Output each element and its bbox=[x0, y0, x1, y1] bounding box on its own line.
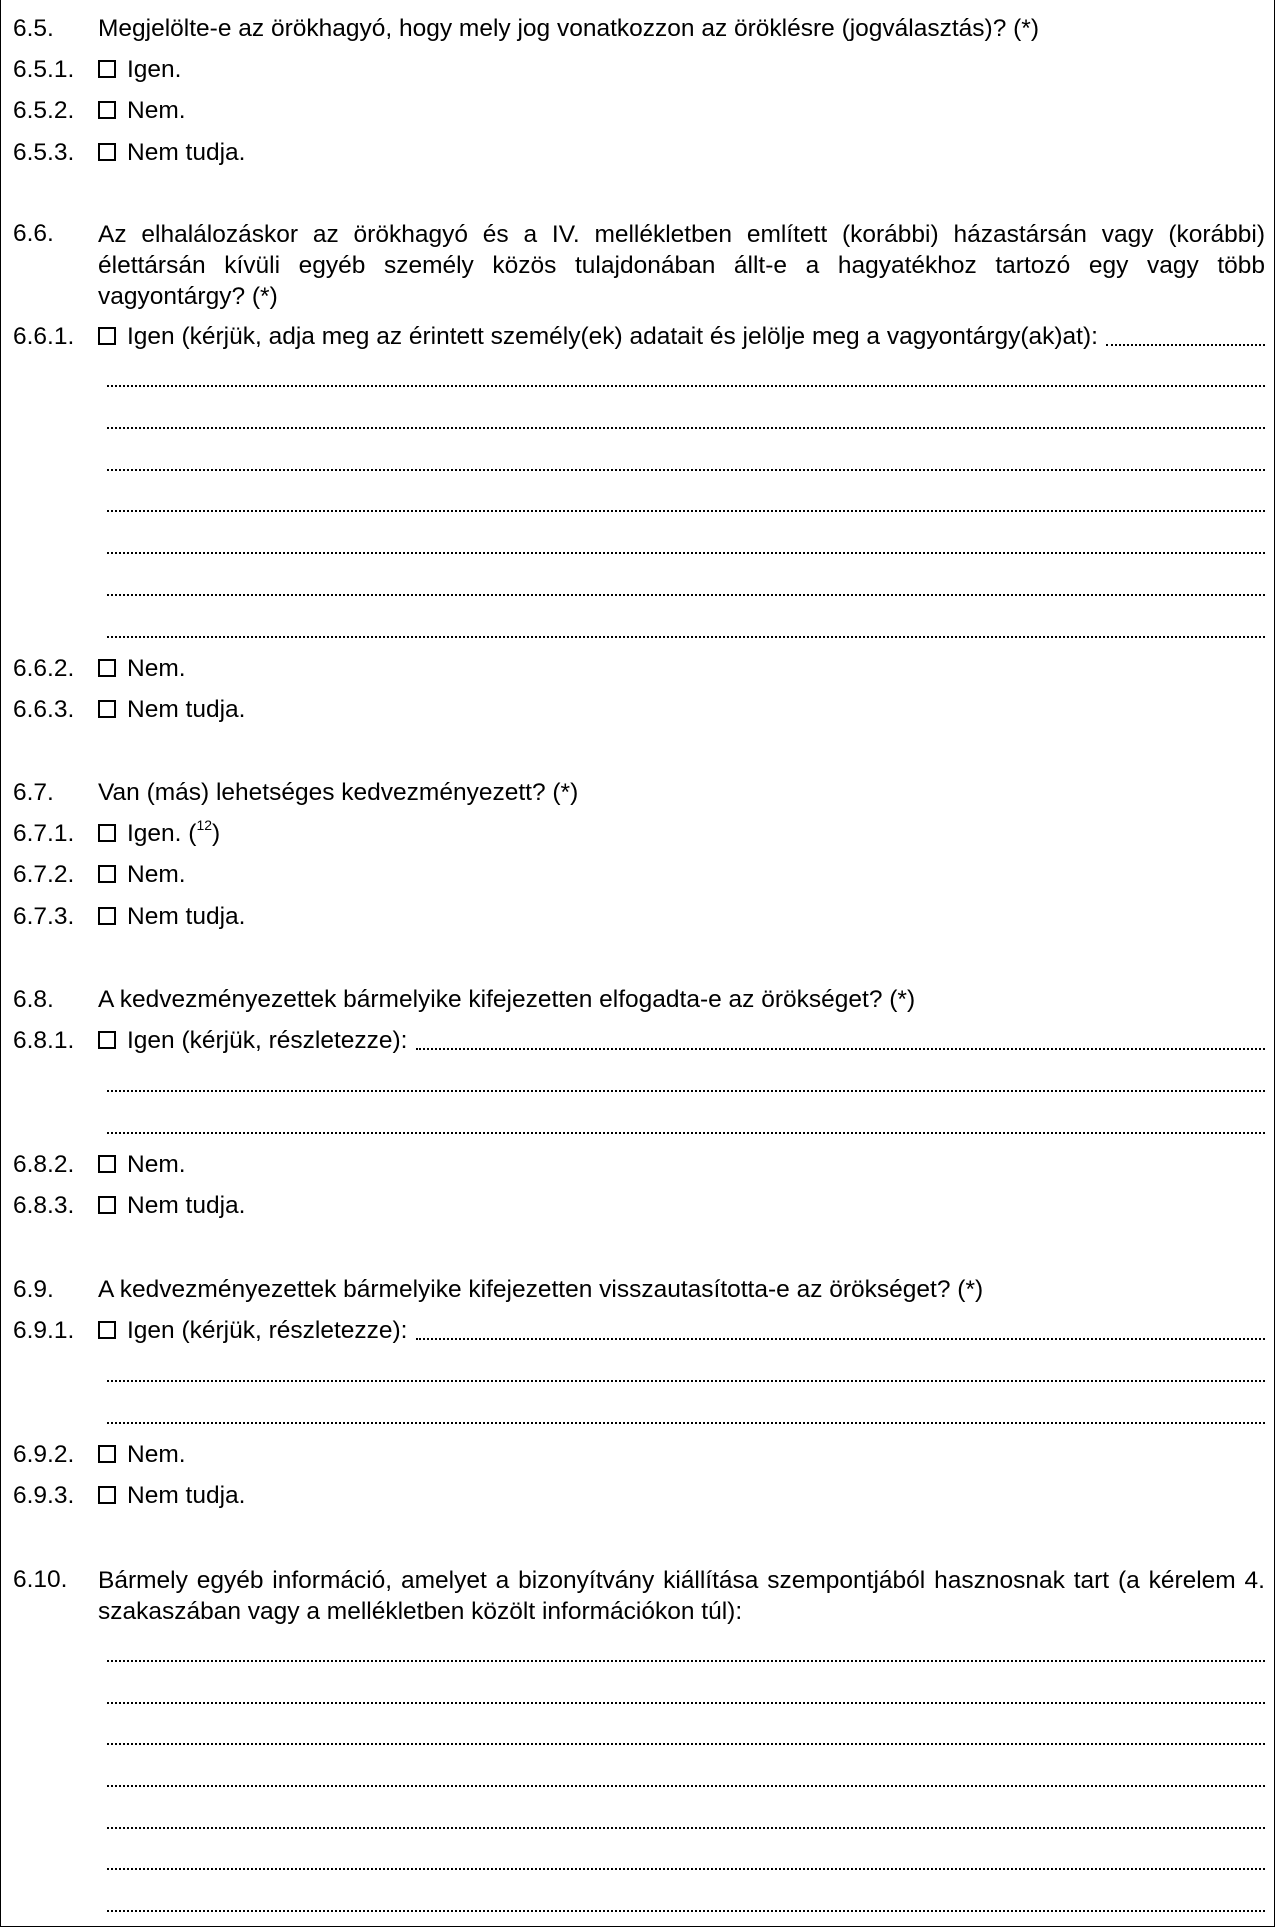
question-6-8 bbox=[1, 985, 1277, 1019]
checkbox[interactable] bbox=[98, 1196, 116, 1214]
checkbox[interactable] bbox=[98, 1445, 116, 1463]
option-label: Nem tudja. bbox=[127, 1482, 246, 1509]
option-label-close: ) bbox=[212, 820, 221, 847]
dotted-leader bbox=[1106, 343, 1265, 346]
option-number: 6.9.2. bbox=[13, 1441, 75, 1468]
answer-line[interactable] bbox=[107, 1660, 1265, 1662]
option-6-9-1[interactable] bbox=[1, 1316, 1277, 1350]
option-label-text: Igen. ( bbox=[127, 820, 197, 847]
option-6-5-1[interactable] bbox=[1, 55, 1277, 89]
checkbox[interactable] bbox=[98, 60, 116, 78]
option-6-7-1[interactable] bbox=[1, 816, 1277, 853]
option-6-9-3[interactable] bbox=[1, 1481, 1277, 1515]
question-number: 6.6. bbox=[13, 220, 54, 247]
option-label: Nem tudja. bbox=[127, 903, 246, 930]
option-6-6-3[interactable] bbox=[1, 695, 1277, 729]
answer-line[interactable] bbox=[107, 385, 1265, 387]
checkbox[interactable] bbox=[98, 1155, 116, 1173]
checkbox[interactable] bbox=[98, 1031, 116, 1049]
question-text: Van (más) lehetséges kedvezményezett? (*) bbox=[98, 779, 579, 806]
option-number: 6.5.2. bbox=[13, 97, 75, 124]
option-number: 6.7.2. bbox=[13, 861, 75, 888]
answer-line[interactable] bbox=[107, 1702, 1265, 1704]
option-label: Nem. bbox=[127, 655, 186, 682]
option-label: Igen (kérjük, részletezze): bbox=[127, 1317, 408, 1344]
answer-line[interactable] bbox=[107, 1827, 1265, 1829]
answer-line[interactable] bbox=[107, 427, 1265, 429]
option-6-9-2[interactable] bbox=[1, 1440, 1277, 1474]
question-text: A kedvezményezettek bármelyike kifejezetten visszautasította-e az örökséget? (*) bbox=[98, 1276, 984, 1303]
option-number: 6.7.3. bbox=[13, 903, 75, 930]
answer-line[interactable] bbox=[107, 1132, 1265, 1134]
option-6-7-3[interactable] bbox=[1, 902, 1277, 936]
option-label: Nem. bbox=[127, 861, 186, 888]
option-number: 6.6.1. bbox=[13, 323, 75, 350]
option-number: 6.8.1. bbox=[13, 1027, 75, 1054]
question-text: Megjelölte-e az örökhagyó, hogy mely jog vonatkozzon az öröklésre (jogválasztás)? (*) bbox=[98, 15, 1039, 42]
option-label: Nem tudja. bbox=[127, 139, 246, 166]
question-6-10-text: Bármely egyéb információ, amelyet a bizonyítvány kiállítása szempontjából hasznosnak tart (a kérelem 4. szakaszában vagy a mellékletben közölt információkon túl): bbox=[98, 1567, 1265, 1625]
question-6-7 bbox=[1, 778, 1277, 812]
answer-line[interactable] bbox=[107, 1743, 1265, 1745]
option-label: Nem tudja. bbox=[127, 696, 246, 723]
option-label: Igen. bbox=[127, 56, 182, 83]
option-label: Nem. bbox=[127, 97, 186, 124]
footnote-ref: 12 bbox=[196, 816, 213, 833]
answer-line[interactable] bbox=[107, 636, 1265, 638]
question-number: 6.5. bbox=[13, 15, 54, 42]
option-number: 6.9.3. bbox=[13, 1482, 75, 1509]
checkbox[interactable] bbox=[98, 907, 116, 925]
answer-line[interactable] bbox=[107, 1380, 1265, 1382]
option-label: Nem tudja. bbox=[127, 1192, 246, 1219]
question-6-9 bbox=[1, 1275, 1277, 1309]
checkbox[interactable] bbox=[98, 1486, 116, 1504]
option-number: 6.8.2. bbox=[13, 1151, 75, 1178]
option-number: 6.6.3. bbox=[13, 696, 75, 723]
dotted-leader bbox=[416, 1047, 1266, 1050]
option-6-8-3[interactable] bbox=[1, 1191, 1277, 1225]
question-number: 6.8. bbox=[13, 986, 54, 1013]
option-6-7-2[interactable] bbox=[1, 860, 1277, 894]
option-number: 6.5.1. bbox=[13, 56, 75, 83]
option-label: Nem. bbox=[127, 1441, 186, 1468]
option-number: 6.7.1. bbox=[13, 820, 75, 847]
checkbox[interactable] bbox=[98, 865, 116, 883]
answer-line[interactable] bbox=[107, 552, 1265, 554]
option-label bbox=[127, 816, 221, 849]
option-6-5-2[interactable] bbox=[1, 96, 1277, 130]
option-6-6-1[interactable] bbox=[1, 322, 1277, 356]
checkbox[interactable] bbox=[98, 659, 116, 677]
answer-line[interactable] bbox=[107, 594, 1265, 596]
answer-line[interactable] bbox=[107, 469, 1265, 471]
answer-line[interactable] bbox=[107, 510, 1265, 512]
option-number: 6.8.3. bbox=[13, 1192, 75, 1219]
checkbox[interactable] bbox=[98, 1321, 116, 1339]
option-label: Nem. bbox=[127, 1151, 186, 1178]
option-number: 6.9.1. bbox=[13, 1317, 75, 1344]
question-number: 6.7. bbox=[13, 779, 54, 806]
question-text: A kedvezményezettek bármelyike kifejezetten elfogadta-e az örökséget? (*) bbox=[98, 986, 916, 1013]
answer-line[interactable] bbox=[107, 1090, 1265, 1092]
question-number: 6.10. bbox=[13, 1566, 68, 1593]
option-6-8-1[interactable] bbox=[1, 1026, 1277, 1060]
option-number: 6.6.2. bbox=[13, 655, 75, 682]
checkbox[interactable] bbox=[98, 700, 116, 718]
checkbox[interactable] bbox=[98, 327, 116, 345]
answer-line[interactable] bbox=[107, 1910, 1265, 1912]
checkbox[interactable] bbox=[98, 824, 116, 842]
dotted-leader bbox=[416, 1337, 1266, 1340]
option-6-8-2[interactable] bbox=[1, 1150, 1277, 1184]
option-label: Igen (kérjük, részletezze): bbox=[127, 1027, 408, 1054]
option-number: 6.5.3. bbox=[13, 139, 75, 166]
answer-line[interactable] bbox=[107, 1785, 1265, 1787]
question-6-6-text: Az elhalálozáskor az örökhagyó és a IV. mellékletben említett (korábbi) házastársán vagy (korábbi) élettársán kívüli egyéb személy közös tulajdonában állt-e a hagyatékhoz tartozó egy vagy több vagyontárgy? (*) bbox=[98, 221, 1265, 310]
answer-line[interactable] bbox=[107, 1868, 1265, 1870]
option-label: Igen (kérjük, adja meg az érintett személy(ek) adatait és jelölje meg a vagyontárgy(ak)at): bbox=[127, 323, 1098, 350]
question-6-5 bbox=[1, 14, 1277, 48]
question-number: 6.9. bbox=[13, 1276, 54, 1303]
checkbox[interactable] bbox=[98, 101, 116, 119]
option-6-6-2[interactable] bbox=[1, 654, 1277, 688]
answer-line[interactable] bbox=[107, 1422, 1265, 1424]
checkbox[interactable] bbox=[98, 143, 116, 161]
option-6-5-3[interactable] bbox=[1, 138, 1277, 172]
